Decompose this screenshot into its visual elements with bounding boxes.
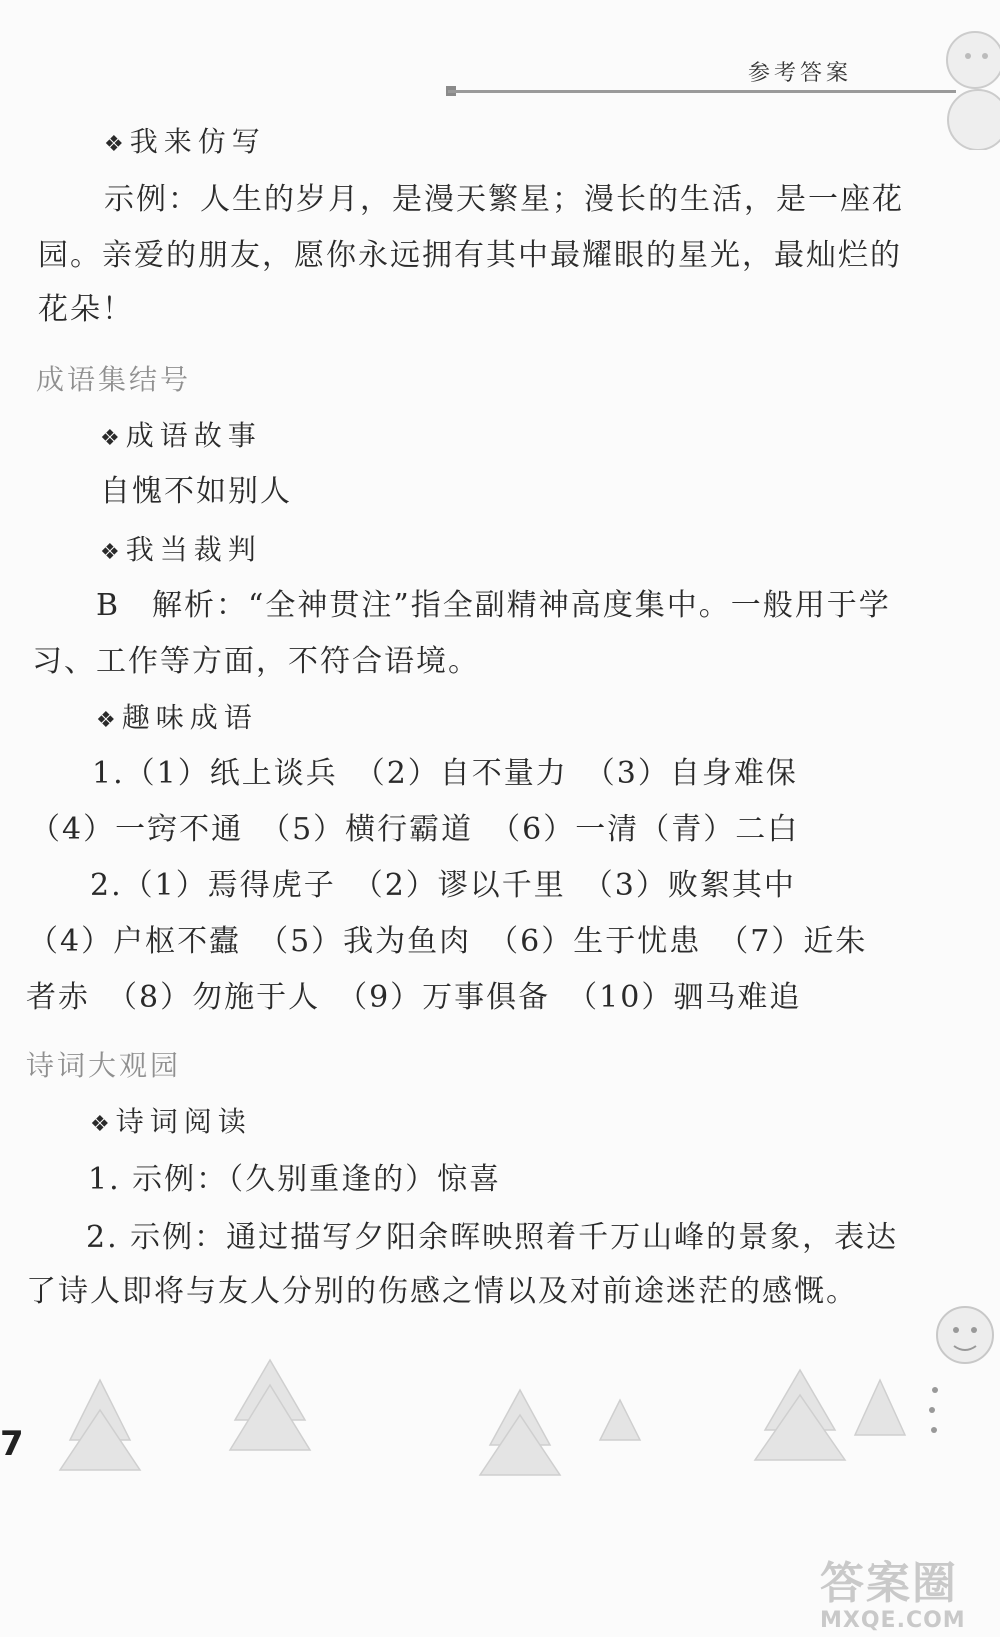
subhead-imitation-writing: ❖ 我来仿写: [104, 125, 266, 158]
answer-line: 2. 示例：通过描写夕阳余晖映照着千万山峰的景象，表达: [86, 1220, 899, 1255]
subhead-poetry-reading: ❖ 诗词阅读: [90, 1105, 252, 1138]
snowy-trees-decoration: [40, 1340, 920, 1480]
subhead-judge: ❖ 我当裁判: [100, 533, 262, 566]
paragraph-line: 示例：人生的岁月，是漫天繁星；漫长的生活，是一座花: [104, 182, 904, 217]
diamond-bullet-icon: ❖: [100, 426, 120, 451]
answer-line: （4）一窍不通 （5）横行霸道 （6）一清（青）二白: [30, 812, 800, 847]
page-number: 7: [0, 1424, 24, 1464]
paragraph-line: 园。亲爱的朋友，愿你永远拥有其中最耀眼的星光，最灿烂的: [38, 238, 902, 273]
answer-line: 1. 示例：（久别重逢的）惊喜: [88, 1162, 502, 1197]
answer-line: 了诗人即将与友人分别的伤感之情以及对前途迷茫的感慨。: [26, 1274, 858, 1309]
subhead-idiom-story: ❖ 成语故事: [100, 419, 262, 452]
answer-line: B 解析：“全神贯注”指全副精神高度集中。一般用于学: [96, 588, 891, 623]
paragraph-line: 花朵！: [38, 292, 134, 327]
answer-line: （4）户枢不蠹 （5）我为鱼肉 （6）生于忧患 （7）近朱: [28, 924, 868, 959]
diamond-bullet-icon: ❖: [104, 132, 124, 157]
running-header: 参考答案: [748, 61, 853, 86]
diamond-bullet-icon: ❖: [90, 1112, 110, 1137]
subhead-fun-idioms: ❖ 趣味成语: [96, 701, 258, 734]
answer-line: 自愧不如别人: [100, 474, 292, 509]
section-title-idioms: 成语集结号: [36, 363, 192, 396]
site-watermark: [820, 1560, 1000, 1637]
answer-line: 2.（1）焉得虎子 （2）谬以千里 （3）败絮其中: [90, 868, 796, 903]
answer-line: 习、工作等方面，不符合语境。: [32, 644, 480, 679]
section-title-poetry: 诗词大观园: [26, 1049, 182, 1082]
snowman-decoration-bottom: [920, 1290, 1000, 1450]
answer-line: 者赤 （8）勿施于人 （9）万事俱备 （10）驷马难追: [26, 980, 802, 1015]
diamond-bullet-icon: ❖: [96, 708, 116, 733]
watermark-name: 答案圈: [820, 1558, 958, 1609]
diamond-bullet-icon: ❖: [100, 540, 120, 565]
watermark-url: MXQE.COM: [820, 1608, 966, 1633]
answer-line: 1.（1）纸上谈兵 （2）自不量力 （3）自身难保: [92, 756, 798, 791]
